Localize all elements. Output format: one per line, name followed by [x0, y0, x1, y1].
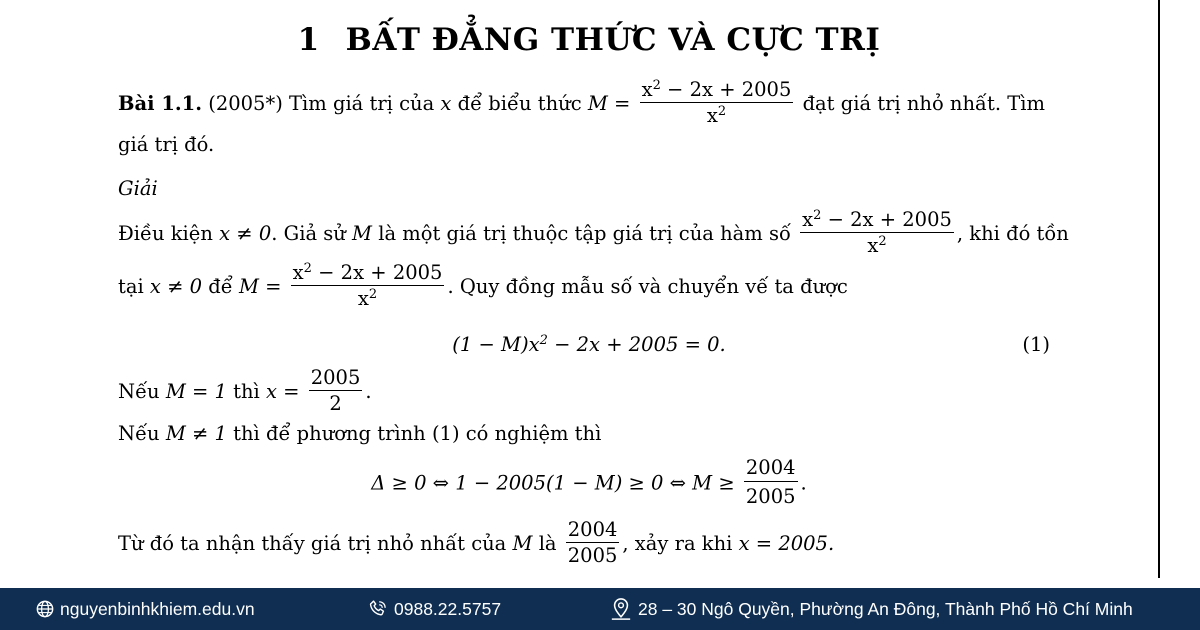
- footer-website[interactable]: nguyenbinhkhiem.edu.vn: [36, 588, 255, 630]
- equation-2: Δ ≥ 0 ⇔ 1 − 2005(1 − M) ≥ 0 ⇔ M ≥ $\frac{2004}{2005}$ .: [371, 456, 807, 508]
- problem-label: Bài 1.1.: [118, 92, 203, 115]
- solution-paragraph-2: tại x ≠ 0 để M = $\frac{x^2 - 2x + 2005}{x^2}$ . Quy đồng mẫu số và chuyển vế ta được: [118, 261, 848, 310]
- conclusion: Từ đó ta nhận thấy giá trị nhỏ nhất của M là $\frac{2004}{2005}$ , xảy ra khi x = 2005.: [118, 518, 835, 567]
- x-fraction: $\frac{2005}{2}$: [310, 366, 361, 415]
- problem-fraction: $\frac{x^2 - 2x + 2005}{x^2}$: [641, 78, 792, 127]
- section-number: 1: [297, 22, 320, 58]
- function-fraction: $\frac{x^2 - 2x + 2005}{x^2}$: [802, 208, 952, 257]
- footer-address: 28 – 30 Ngô Quyền, Phường An Đông, Thành Phố Hồ Chí Minh: [610, 588, 1133, 630]
- equation-1-label: (1): [1022, 333, 1050, 356]
- footer-bar: [0, 588, 1200, 630]
- location-pin-icon: [610, 597, 632, 621]
- equation-1: $(1 - M)x^2 - 2x + 2005 = 0$.: [452, 333, 726, 356]
- bound-fraction: $\frac{2004}{2005}$: [745, 456, 796, 508]
- footer-phone[interactable]: 0988.22.5757: [368, 588, 501, 630]
- problem-line-2: giá trị đó.: [118, 133, 215, 156]
- phone-icon: [368, 599, 388, 619]
- case-m-equals-1: Nếu M = 1 thì x = $\frac{2005}{2}$ .: [118, 366, 372, 415]
- section-title-text: BẤT ĐẲNG THỨC VÀ CỰC TRỊ: [345, 22, 881, 58]
- globe-icon: [36, 600, 54, 618]
- problem-source: (2005*): [208, 92, 283, 115]
- solution-paragraph-1: Điều kiện x ≠ 0. Giả sử M là một giá trị thuộc tập giá trị của hàm số $\frac{x^2 - 2x + 2005}{x^2}$ , khi đó tồn: [118, 208, 1069, 257]
- min-fraction: $\frac{2004}{2005}$: [567, 518, 618, 567]
- problem-line-1: Bài 1.1. (2005*) Tìm giá trị của x để biểu thức M = $\frac{x^2 - 2x + 2005}{x^2}$ đạt giá trị nhỏ nhất. Tìm: [118, 78, 1045, 127]
- solution-heading: Giải: [118, 177, 158, 200]
- section-title: [0, 22, 1178, 58]
- m-fraction: $\frac{x^2 - 2x + 2005}{x^2}$: [292, 261, 443, 310]
- case-m-not-1: Nếu M ≠ 1 thì để phương trình (1) có nghiệm thì: [118, 422, 602, 445]
